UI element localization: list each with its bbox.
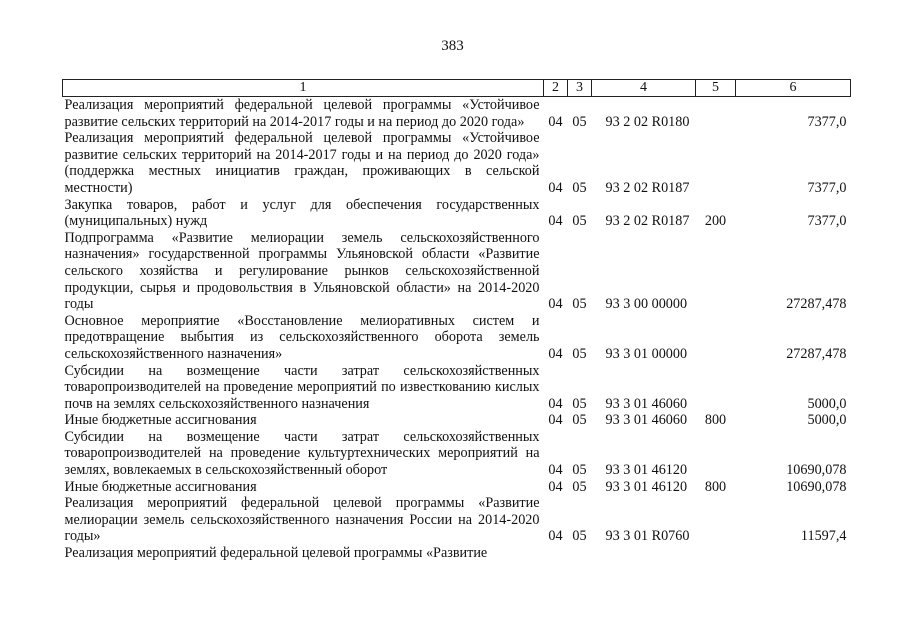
row-section: 04 [548,296,563,313]
row-subsection: 05 [572,528,587,545]
row-expense-type [696,429,736,479]
row-name: Основное мероприятие «Восстановление мелиоративных систем и предотвращение выбытия из сельскохозяйственного оборота земель сельскохозяйственного назначения» [64,312,540,362]
header-col-1: 1 [63,80,544,97]
table-row [63,97,851,131]
row-target-code [592,545,696,562]
row-section: 04 [548,345,563,362]
row-amount: 7377,0 [807,113,847,130]
table-row [63,230,851,313]
row-expense-type: 200 [704,213,727,230]
table-row [63,197,851,230]
row-section: 04 [548,528,563,545]
row-subsection: 05 [572,345,587,362]
row-expense-type [696,313,736,363]
header-col-4: 4 [592,80,696,97]
row-target-code: 93 2 02 R0187 [605,179,690,196]
row-subsection: 05 [572,412,587,429]
row-subsection: 05 [572,113,587,130]
row-target-code: 93 2 02 R0180 [605,113,690,130]
row-subsection: 05 [572,462,587,479]
row-target-code: 93 3 01 R0760 [605,528,690,545]
table-row [63,313,851,363]
row-section: 04 [548,412,563,429]
header-col-3: 3 [568,80,592,97]
row-expense-type: 800 [704,412,727,429]
header-row [63,80,851,97]
row-target-code: 93 3 00 00000 [605,296,688,313]
row-name: Субсидии на возмещение части затрат сельскохозяйственных товаропроизводителей на проведение мероприятий по известкованию кислых почв на землях сельскохозяйственного назначения [64,362,540,412]
row-amount: 11597,4 [800,528,847,545]
budget-table [62,79,851,562]
row-amount: 10690,078 [786,478,847,495]
row-target-code: 93 3 01 46060 [605,395,688,412]
row-subsection: 05 [572,478,587,495]
row-section: 04 [548,462,563,479]
table-row [63,130,851,196]
row-name: Иные бюджетные ассигнования [64,412,257,429]
table-row [63,545,851,562]
row-expense-type: 800 [704,478,727,495]
row-name: Реализация мероприятий федеральной целевой программы «Развитие [64,545,488,562]
row-expense-type [696,545,736,562]
row-section [544,545,568,562]
row-section: 04 [548,478,563,495]
row-target-code: 93 3 01 46060 [605,412,688,429]
row-amount [736,545,851,562]
page-number: 383 [441,38,464,54]
row-subsection: 05 [572,179,587,196]
row-subsection: 05 [572,213,587,230]
row-name: Закупка товаров, работ и услуг для обеспечения государственных (муниципальных) нужд [64,196,540,230]
row-name: Подпрограмма «Развитие мелиорации земель сельскохозяйственного назначения» государственной программы Ульяновской области «Развитие сельского хозяйства и регулирование рынков сельскохозяйственной продукции, сырья и продовольствия в Ульяновской области» на 2014-2020 годы [64,229,540,313]
table-row [63,412,851,429]
row-amount: 7377,0 [807,213,847,230]
row-subsection: 05 [572,296,587,313]
row-section: 04 [548,113,563,130]
header-col-5: 5 [696,80,736,97]
row-subsection: 05 [572,395,587,412]
row-section: 04 [548,179,563,196]
row-subsection [568,545,592,562]
row-amount: 27287,478 [786,296,847,313]
row-name: Реализация мероприятий федеральной целевой программы «Устойчивое развитие сельских территорий на 2014-2017 годы и на период до 2020 года» [64,97,540,130]
row-name: Реализация мероприятий федеральной целевой программы «Устойчивое развитие сельских территорий на 2014-2017 годы и на период до 2020 года» (поддержка местных инициатив граждан, проживающих в сельской местности) [64,130,540,196]
row-amount: 5000,0 [807,395,847,412]
row-target-code: 93 3 01 46120 [605,478,688,495]
row-target-code: 93 2 02 R0187 [605,213,690,230]
row-name: Иные бюджетные ассигнования [64,478,257,495]
header-col-2: 2 [544,80,568,97]
row-amount: 27287,478 [786,345,847,362]
table-row [63,363,851,413]
table-row [63,479,851,496]
row-expense-type [696,230,736,313]
row-name: Реализация мероприятий федеральной целевой программы «Развитие мелиорации земель сельскохозяйственного назначения России на 2014-2020 годы» [64,495,540,545]
row-section: 04 [548,213,563,230]
row-expense-type [696,495,736,545]
row-target-code: 93 3 01 00000 [605,345,688,362]
row-name: Субсидии на возмещение части затрат сельскохозяйственных товаропроизводителей на проведение культуртехнических мероприятий на землях, вовлекаемых в сельскохозяйственный оборот [64,428,540,479]
row-section: 04 [548,395,563,412]
row-target-code: 93 3 01 46120 [605,462,688,479]
row-amount: 5000,0 [807,412,847,429]
header-col-6: 6 [736,80,851,97]
table-row [63,429,851,479]
row-amount: 7377,0 [807,179,847,196]
row-expense-type [696,97,736,131]
table-row [63,495,851,545]
row-amount: 10690,078 [786,462,847,479]
row-expense-type [696,363,736,413]
row-expense-type [696,130,736,196]
